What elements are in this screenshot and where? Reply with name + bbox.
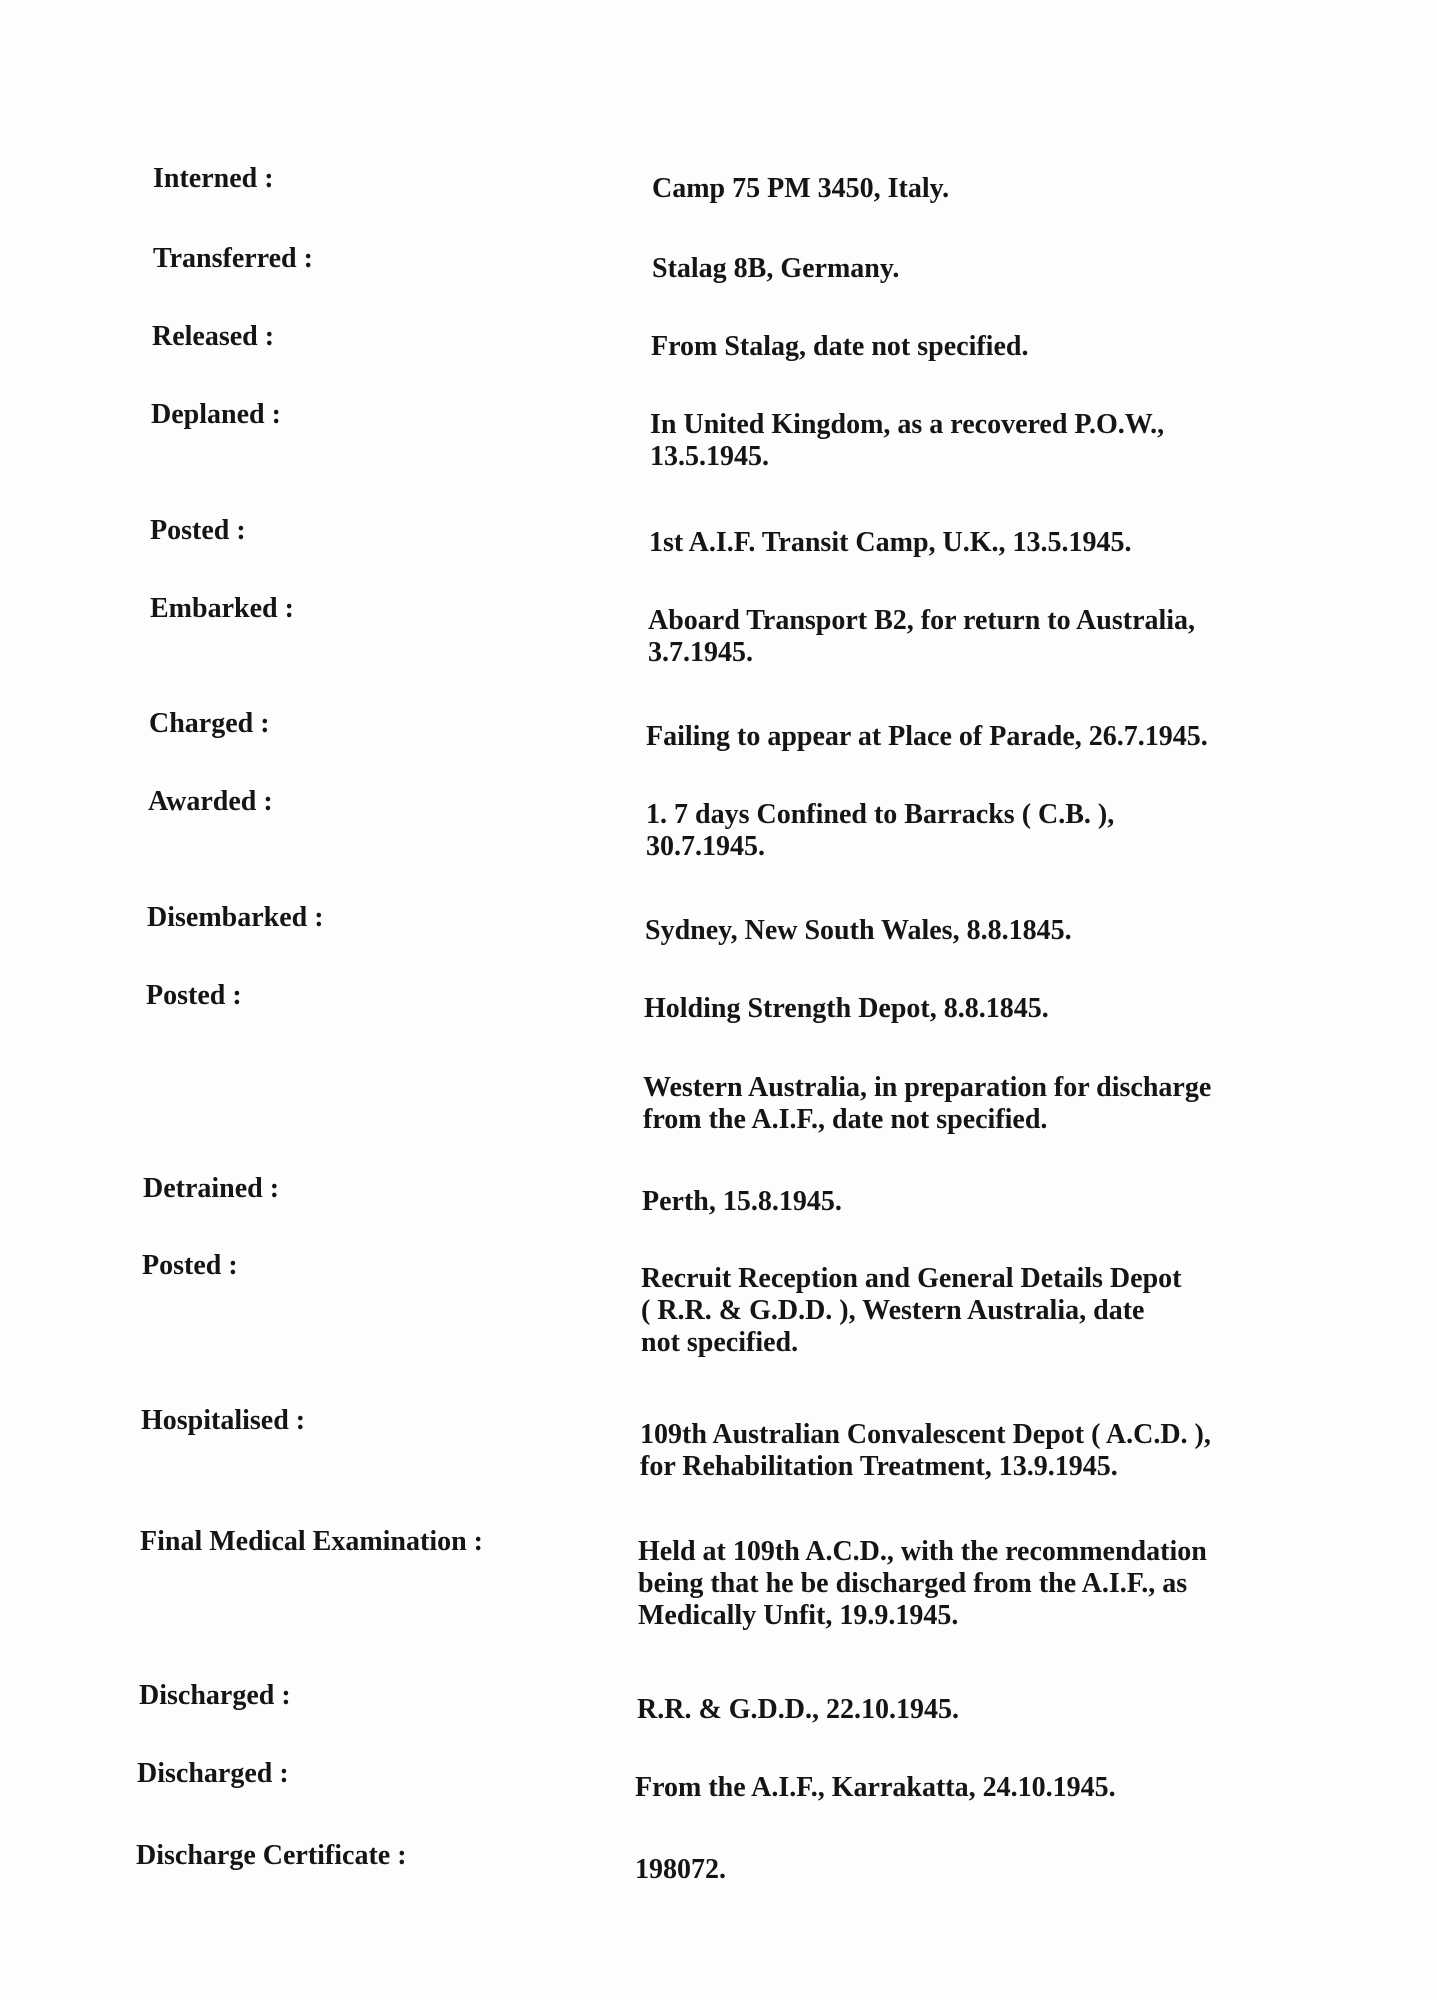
entry-label: Transferred : <box>153 243 313 274</box>
entry-value: Aboard Transport B2, for return to Australia, 3.7.1945. <box>648 605 1196 668</box>
entry-label: Released : <box>152 321 275 352</box>
entry-label: Awarded : <box>148 786 273 817</box>
entry-value: 1st A.I.F. Transit Camp, U.K., 13.5.1945. <box>649 527 1132 558</box>
entry-label: Posted : <box>146 980 242 1011</box>
entry-value: Western Australia, in preparation for discharge from the A.I.F., date not specified. <box>643 1072 1212 1135</box>
entry-value: Camp 75 PM 3450, Italy. <box>652 173 950 204</box>
entry-label: Interned : <box>153 163 274 194</box>
entry-value: Stalag 8B, Germany. <box>652 253 900 284</box>
entry-value: Sydney, New South Wales, 8.8.1845. <box>645 915 1072 946</box>
entry-label: Embarked : <box>150 593 294 624</box>
entry-label: Posted : <box>142 1250 238 1281</box>
entry-value: Holding Strength Depot, 8.8.1845. <box>644 993 1049 1024</box>
entry-label: Final Medical Examination : <box>140 1526 483 1557</box>
entry-value: From Stalag, date not specified. <box>651 331 1029 362</box>
entry-value: Held at 109th A.C.D., with the recommendation being that he be discharged from the A.I.F., as Medically Unfit, 19.9.1945. <box>638 1536 1207 1631</box>
entry-value: 198072. <box>635 1854 726 1885</box>
entry-label: Detrained : <box>143 1173 280 1204</box>
entry-label: Deplaned : <box>151 399 281 430</box>
entry-value: Failing to appear at Place of Parade, 26.7.1945. <box>646 721 1208 752</box>
entry-value: Perth, 15.8.1945. <box>642 1186 842 1217</box>
entry-value: Recruit Reception and General Details Depot ( R.R. & G.D.D. ), Western Australia, date not specified. <box>641 1263 1182 1358</box>
entry-value: 1. 7 days Confined to Barracks ( C.B. ), 30.7.1945. <box>646 799 1115 862</box>
entry-value: From the A.I.F., Karrakatta, 24.10.1945. <box>635 1772 1116 1803</box>
entry-label: Disembarked : <box>147 902 324 933</box>
entry-label: Hospitalised : <box>141 1405 306 1436</box>
entry-value: R.R. & G.D.D., 22.10.1945. <box>637 1694 959 1725</box>
entry-label: Charged : <box>149 708 270 739</box>
entry-label: Discharged : <box>139 1680 291 1711</box>
entry-label: Discharged : <box>137 1758 289 1789</box>
entry-value: 109th Australian Convalescent Depot ( A.C.D. ), for Rehabilitation Treatment, 13.9.1945. <box>640 1419 1211 1482</box>
entry-value: In United Kingdom, as a recovered P.O.W., 13.5.1945. <box>650 409 1165 472</box>
entry-label: Discharge Certificate : <box>136 1840 407 1871</box>
entry-label: Posted : <box>150 515 246 546</box>
